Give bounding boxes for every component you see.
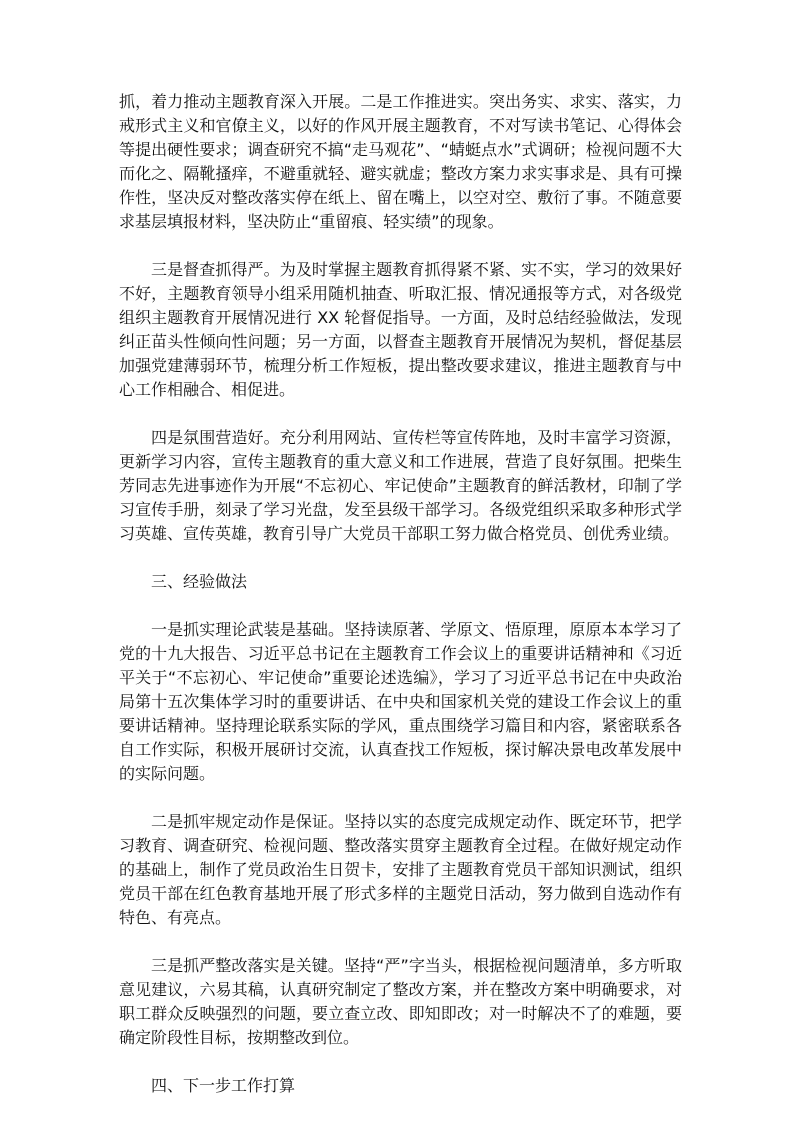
paragraph-continuation: 抓，着力推动主题教育深入开展。二是工作推进实。突出务实、求实、落实，力戒形式主义和官僚主义，以好的作风开展主题教育，不对写读书笔记、心得体会等提出硬性要求；调查研究不搞“走马观花”、“蜻蜓点水”式调研；检视问题不大而化之、隔靴搔痒，不避重就轻、避实就虚；整改方案力求实事求是、具有可操作性，坚决反对整改落实停在纸上、留在嘴上，以空对空、敷衍了事。不随意要求基层填报材料，坚决防止“重留痕、轻实绩”的现象。 <box>119 92 682 231</box>
section-heading-experience: 三、经验做法 <box>151 572 248 591</box>
paragraph-theory: 一是抓实理论武装是基础。坚持读原著、学原文、悟原理，原原本本学习了党的十九大报告、习近平总书记在主题教育工作会议上的重要讲话精神和《习近平关于“不忘初心、牢记使命”重要论述选编》，学习了习近平总书记在中央政治局第十五次集体学习时的重要讲话、在中央和国家机关党的建设工作会议上的重要讲话精神。坚持理论联系实际的学风，重点围绕学习篇目和内容，紧密联系各自工作实际，积极开展研讨交流，认真查找工作短板，探讨解决景电改革发展中的实际问题。 <box>119 620 682 783</box>
section-heading-next-steps: 四、下一步工作打算 <box>151 1076 296 1095</box>
document-page <box>119 90 682 1122</box>
paragraph-rectification: 三是抓严整改落实是关键。坚持“严”字当头，根据检视问题清单，多方听取意见建议，六易其稿，认真研究制定了整改方案，并在整改方案中明确要求，对职工群众反映强烈的问题，要立查立改、即知即改；对一时解决不了的难题，要确定阶段性目标，按期整改到位。 <box>119 956 682 1047</box>
paragraph-supervision: 三是督查抓得严。为及时掌握主题教育抓得紧不紧、实不实，学习的效果好不好，主题教育领导小组采用随机抽查、听取汇报、情况通报等方式，对各级党组织主题教育开展情况进行 XX 轮督促指导。一方面，及时总结经验做法，发现纠正苗头性倾向性问题；另一方面，以督查主题教育开展情况为契机，督促基层加强党建薄弱环节，梳理分析工作短板，提出整改要求建议，推进主题教育与中心工作相融合、相促进。 <box>119 260 682 399</box>
paragraph-required-actions: 二是抓牢规定动作是保证。坚持以实的态度完成规定动作、既定环节，把学习教育、调查研究、检视问题、整改落实贯穿主题教育全过程。在做好规定动作的基础上，制作了党员政治生日贺卡，安排了主题教育党员干部知识测试，组织党员干部在红色教育基地开展了形式多样的主题党日活动，努力做到自选动作有特色、有亮点。 <box>119 812 682 927</box>
paragraph-atmosphere: 四是氛围营造好。充分利用网站、宣传栏等宣传阵地，及时丰富学习资源，更新学习内容，宣传主题教育的重大意义和工作进展，营造了良好氛围。把柴生芳同志先进事迹作为开展“不忘初心、牢记使命”主题教育的鲜活教材，印制了学习宣传手册，刻录了学习光盘，发至县级干部学习。各级党组织采取多种形式学习英雄、宣传英雄，教育引导广大党员干部职工努力做合格党员、创优秀业绩。 <box>119 428 682 543</box>
